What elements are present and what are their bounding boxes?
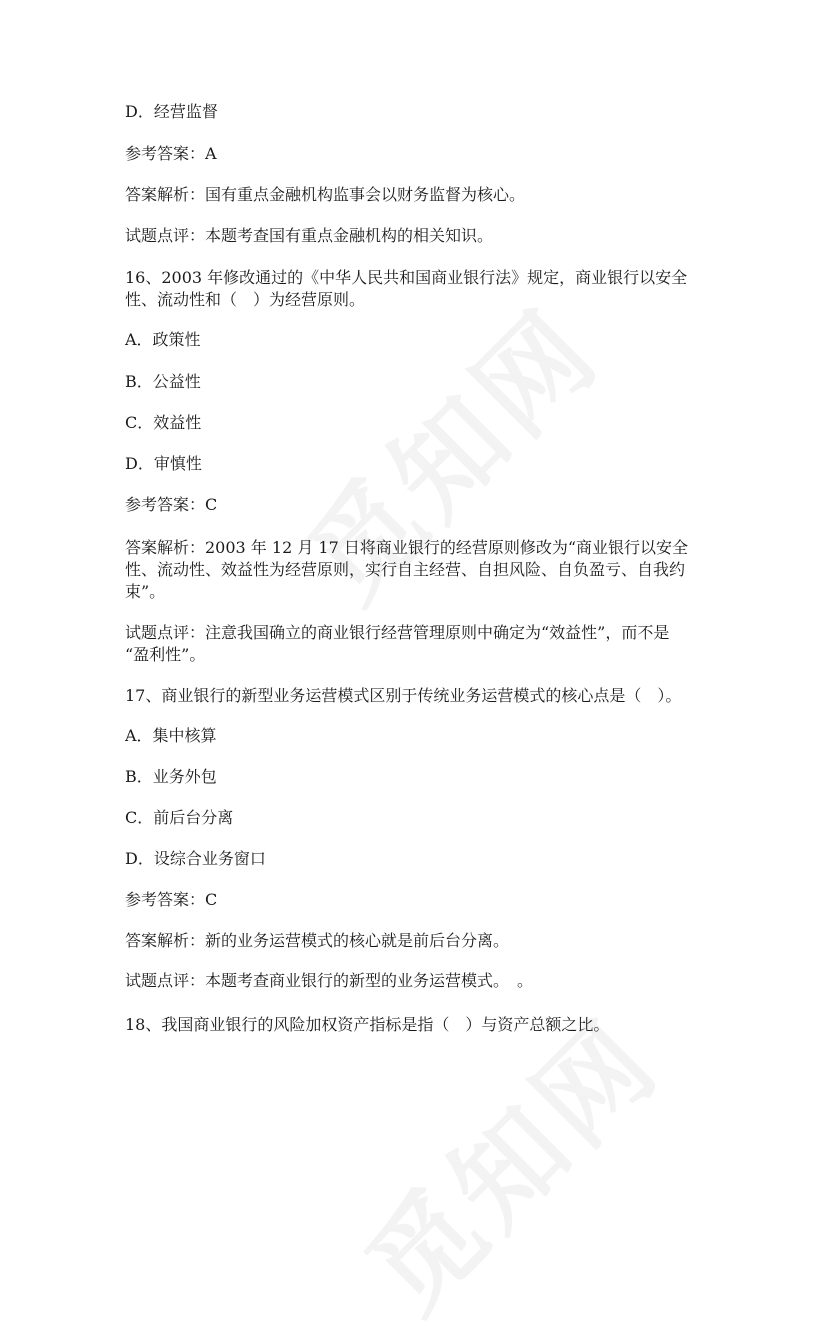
option-b-q17: B．业务外包	[125, 767, 217, 786]
answer-q16: 参考答案：C	[125, 495, 218, 514]
explanation-q16-line2: 性、流动性、效益性为经营原则，实行自主经营、自担风险、自负盈亏、自我约	[125, 560, 686, 579]
option-a-q17: A．集中核算	[125, 726, 217, 745]
explanation-q16-line3: 束”。	[125, 582, 166, 601]
explanation-q15: 答案解析：国有重点金融机构监事会以财务监督为核心。	[125, 185, 526, 204]
comment-q16-line2: “盈利性”。	[125, 645, 206, 664]
answer-q17: 参考答案：C	[125, 890, 218, 909]
comment-q17: 试题点评：本题考查商业银行的新型的业务运营模式。 。	[125, 971, 534, 990]
option-c-q16: C．效益性	[125, 413, 202, 432]
question-18: 18、我国商业银行的风险加权资产指标是指（ ）与资产总额之比。	[125, 1015, 610, 1034]
option-c-q17: C．前后台分离	[125, 808, 234, 827]
option-d-q16: D．审慎性	[125, 454, 202, 473]
question-17: 17、商业银行的新型业务运营模式区别于传统业务运营模式的核心点是（ ）。	[125, 686, 682, 705]
explanation-q17: 答案解析：新的业务运营模式的核心就是前后台分离。	[125, 931, 510, 950]
option-d-q15: D．经营监督	[125, 102, 218, 121]
question-16-line2: 性、流动性和（ ）为经营原则。	[125, 290, 366, 309]
option-d-q17: D．设综合业务窗口	[125, 849, 266, 868]
comment-q15: 试题点评：本题考查国有重点金融机构的相关知识。	[125, 226, 494, 245]
option-a-q16: A．政策性	[125, 330, 201, 349]
explanation-q16-line1: 答案解析：2003 年 12 月 17 日将商业银行的经营原则修改为“商业银行以安全	[125, 538, 689, 557]
question-16-line1: 16、2003 年修改通过的《中华人民共和国商业银行法》规定，商业银行以安全	[125, 268, 688, 287]
comment-q16-line1: 试题点评：注意我国确立的商业银行经营管理原则中确定为“效益性”，而不是	[125, 623, 670, 642]
option-b-q16: B．公益性	[125, 372, 201, 391]
answer-q15: 参考答案：A	[125, 144, 217, 163]
